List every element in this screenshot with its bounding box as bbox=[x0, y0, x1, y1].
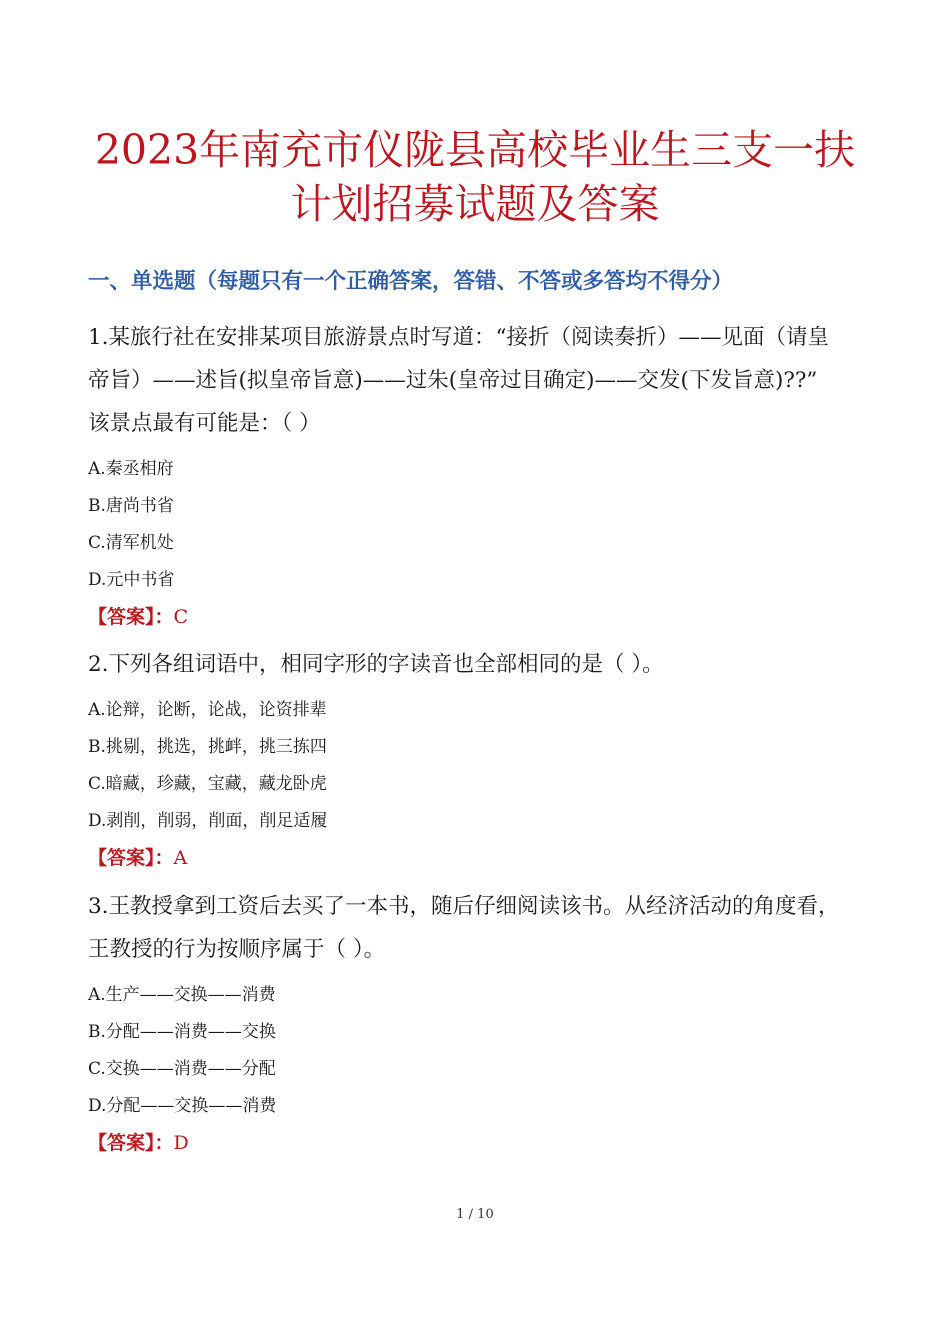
question-stem-line: 王教授的行为按顺序属于（ ）。 bbox=[88, 937, 386, 962]
section-heading: 一、单选题（每题只有一个正确答案，答错、不答或多答均不得分） bbox=[88, 269, 734, 294]
answer-label: 【答案】： bbox=[88, 847, 174, 869]
option-c: C.交换——消费——分配 bbox=[88, 1059, 276, 1079]
option-b: B.分配——消费——交换 bbox=[88, 1022, 276, 1042]
answer-value: A bbox=[173, 847, 188, 869]
option-a: A.论辩，论断，论战，论资排辈 bbox=[88, 700, 327, 720]
option-d: D.元中书省 bbox=[88, 570, 175, 590]
option-b: B.挑剔，挑选，挑衅，挑三拣四 bbox=[88, 737, 327, 757]
answer-value: D bbox=[173, 1132, 189, 1154]
answer-label: 【答案】： bbox=[88, 1132, 174, 1154]
answer-line bbox=[88, 601, 188, 633]
answer-value: C bbox=[173, 606, 189, 628]
question-stem-line: 1.某旅行社在安排某项目旅游景点时写道：“接折（阅读奏折）——见面（请皇 bbox=[88, 325, 830, 350]
question-stem-line: 该景点最有可能是：（ ） bbox=[88, 411, 321, 436]
question-stem-line: 2.下列各组词语中，相同字形的字读音也全部相同的是（ ）。 bbox=[88, 652, 664, 677]
option-c: C.暗藏，珍藏，宝藏，藏龙卧虎 bbox=[88, 774, 327, 794]
answer-label: 【答案】： bbox=[88, 606, 174, 628]
question-stem-line: 3.王教授拿到工资后去买了一本书，随后仔细阅读该书。从经济活动的角度看， bbox=[88, 894, 840, 919]
option-c: C.清军机处 bbox=[88, 533, 174, 553]
document-title-line-2: 计划招募试题及答案 bbox=[290, 180, 660, 228]
question-stem-line: 帝旨）——述旨(拟皇帝旨意)——过朱(皇帝过目确定)——交发(下发旨意)??” bbox=[88, 368, 818, 393]
answer-line bbox=[88, 842, 187, 874]
option-a: A.秦丞相府 bbox=[88, 459, 174, 479]
option-b: B.唐尚书省 bbox=[88, 496, 174, 516]
option-d: D.分配——交换——消费 bbox=[88, 1096, 277, 1116]
page-number: 1 / 10 bbox=[456, 1207, 494, 1222]
option-d: D.剥削，削弱，削面，削足适履 bbox=[88, 811, 328, 831]
answer-line bbox=[88, 1127, 189, 1159]
option-a: A.生产——交换——消费 bbox=[88, 985, 276, 1005]
document-title-line-1: 2023年南充市仪陇县高校毕业生三支一扶 bbox=[94, 126, 856, 174]
